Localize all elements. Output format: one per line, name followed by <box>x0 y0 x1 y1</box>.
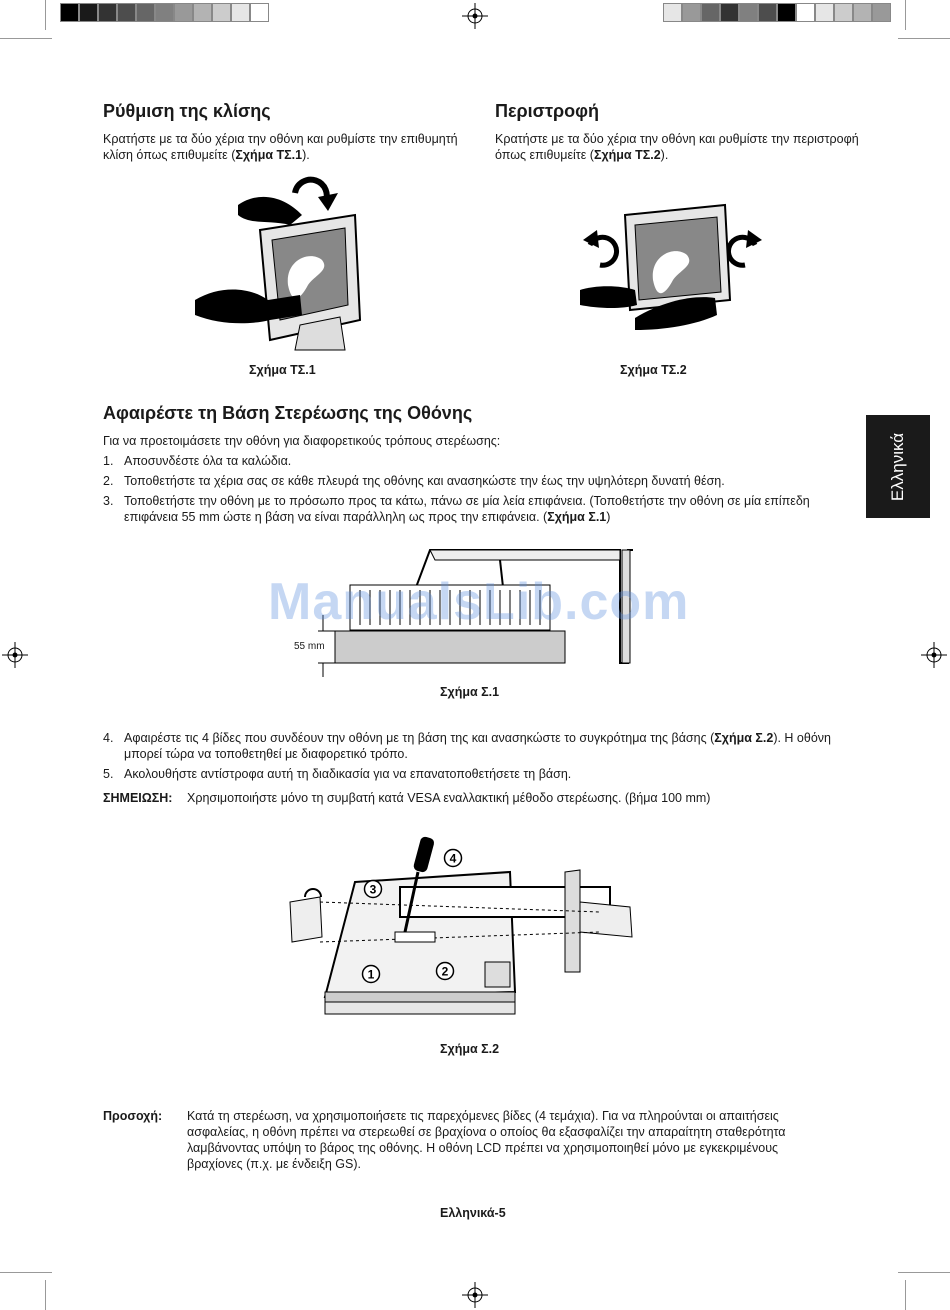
tilt-caption: Σχήμα ΤΣ.1 <box>249 363 316 377</box>
figure-tilt-illustration <box>190 175 370 355</box>
watermark: ManualsLib.com <box>268 573 690 631</box>
calibration-swatch <box>682 3 701 22</box>
crop-line <box>45 1280 46 1310</box>
figure-s2-callout-2 <box>435 961 455 981</box>
crop-line <box>0 1272 52 1273</box>
figure-s2-callout-1 <box>361 964 381 984</box>
page-number: Ελληνικά-5 <box>440 1206 506 1220</box>
calibration-swatch <box>720 3 739 22</box>
calibration-swatch <box>739 3 758 22</box>
rotate-text: Κρατήστε με τα δύο χέρια την οθόνη και ρυθμίστε την περιστροφή όπως επιθυμείτε (Σχήμα ΤΣ.2). <box>495 132 859 162</box>
registration-mark-bottom <box>462 1282 488 1308</box>
remove-intro: Για να προετοιμάσετε την οθόνη για διαφορετικούς τρόπους στερέωσης: <box>103 434 501 448</box>
crop-line <box>45 0 46 30</box>
figure-s2-callout-4 <box>443 848 463 868</box>
calibration-swatch <box>834 3 853 22</box>
crop-line <box>905 0 906 30</box>
rotate-caption: Σχήμα ΤΣ.2 <box>620 363 687 377</box>
tilt-text: Κρατήστε με τα δύο χέρια την οθόνη και ρυθμίστε την επιθυμητή κλίση όπως επιθυμείτε (Σχήμα ΤΣ.1). <box>103 132 458 162</box>
calibration-swatch <box>231 3 250 22</box>
language-tab <box>866 415 930 518</box>
calibration-swatch <box>117 3 136 22</box>
figure-s2-caption: Σχήμα Σ.2 <box>440 1042 500 1056</box>
figure-s2-callout-3 <box>363 879 383 899</box>
calibration-swatch <box>663 3 682 22</box>
calibration-swatch <box>796 3 815 22</box>
svg-text:1: 1 <box>367 967 375 982</box>
calibration-swatch <box>155 3 174 22</box>
registration-mark-top <box>462 3 488 29</box>
note-label: ΣΗΜΕΙΩΣΗ: <box>103 791 173 805</box>
calibration-swatch <box>872 3 891 22</box>
calibration-swatch <box>136 3 155 22</box>
figure-s1-dimension-label: 55 mm <box>294 641 325 652</box>
calibration-swatch <box>758 3 777 22</box>
step-item: 1. Αποσυνδέστε όλα τα καλώδια. <box>103 454 292 468</box>
calibration-bar-right <box>663 3 891 22</box>
svg-text:3: 3 <box>369 882 377 897</box>
note-text: Χρησιμοποιήστε μόνο τη συμβατή κατά VESA εναλλακτική μέθοδο στερέωσης. (βήμα 100 mm) <box>187 791 711 805</box>
step-item: 5. Ακολουθήστε αντίστροφα αυτή τη διαδικασία για να επανατοποθετήσετε τη βάση. <box>103 767 572 781</box>
calibration-swatch <box>777 3 796 22</box>
calibration-swatch <box>250 3 269 22</box>
rotate-heading: Περιστροφή <box>495 101 600 121</box>
step-item: 3. Τοποθετήστε την οθόνη με το πρόσωπο προς τα κάτω, πάνω σε μία λεία επιφάνεια. (Τοποθετήστε την οθόνη σε μία επίπεδη επιφάνεια 55 mm ώστε η βάση να είναι παράλληλη ως προς την επιφάνεια. (Σχήμα Σ.1) <box>103 494 810 524</box>
svg-text:2: 2 <box>441 964 449 979</box>
registration-mark-left <box>2 642 28 668</box>
step-item: 4. Αφαιρέστε τις 4 βίδες που συνδέουν την οθόνη με τη βάση της και ανασηκώστε το συγκρότημα της βάσης (Σχήμα Σ.2). Η οθόνη μπορεί τώρα να τοποθετηθεί με διαφορετικό τρόπο. <box>103 731 831 761</box>
calibration-swatch <box>174 3 193 22</box>
crop-line <box>0 38 52 39</box>
svg-text:4: 4 <box>449 851 457 866</box>
caution-label: Προσοχή: <box>103 1109 163 1123</box>
tilt-heading: Ρύθμιση της κλίσης <box>103 101 271 121</box>
calibration-swatch <box>853 3 872 22</box>
calibration-swatch <box>212 3 231 22</box>
figure-rotate-illustration <box>575 200 770 340</box>
step-item: 2. Τοποθετήστε τα χέρια σας σε κάθε πλευρά της οθόνης και ανασηκώστε την έως την υψηλότερη δυνατή θέση. <box>103 474 725 488</box>
caution-text: Κατά τη στερέωση, να χρησιμοποιήσετε τις παρεχόμενες βίδες (4 τεμάχια). Για να πληρούνται οι απαιτήσεις ασφαλείας, η οθόνη πρέπει να στερεωθεί σε βραχίονα ο οποίος θα εξασφαλίζει την απαραίτητη σταθερότητα λαμβάνοντας υπόψη το βάρος της οθόνης. Η οθόνη LCD πρέπει να χρησιμοποιηθεί μόνο με εγκεκριμένους βραχίονες (π.χ. με ένδειξη GS). <box>187 1109 786 1171</box>
steps-list-a <box>103 453 833 529</box>
crop-line <box>898 38 950 39</box>
language-tab-label: Ελληνικά <box>888 432 907 501</box>
calibration-swatch <box>701 3 720 22</box>
crop-line <box>905 1280 906 1310</box>
calibration-swatch <box>815 3 834 22</box>
registration-mark-right <box>921 642 947 668</box>
calibration-swatch <box>60 3 79 22</box>
calibration-bar-left <box>60 3 269 22</box>
remove-heading: Αφαιρέστε τη Βάση Στερέωσης της Οθόνης <box>103 403 473 423</box>
steps-list-b <box>103 730 833 786</box>
calibration-swatch <box>193 3 212 22</box>
calibration-swatch <box>98 3 117 22</box>
crop-line <box>898 1272 950 1273</box>
figure-s1-caption: Σχήμα Σ.1 <box>440 685 500 699</box>
calibration-swatch <box>79 3 98 22</box>
